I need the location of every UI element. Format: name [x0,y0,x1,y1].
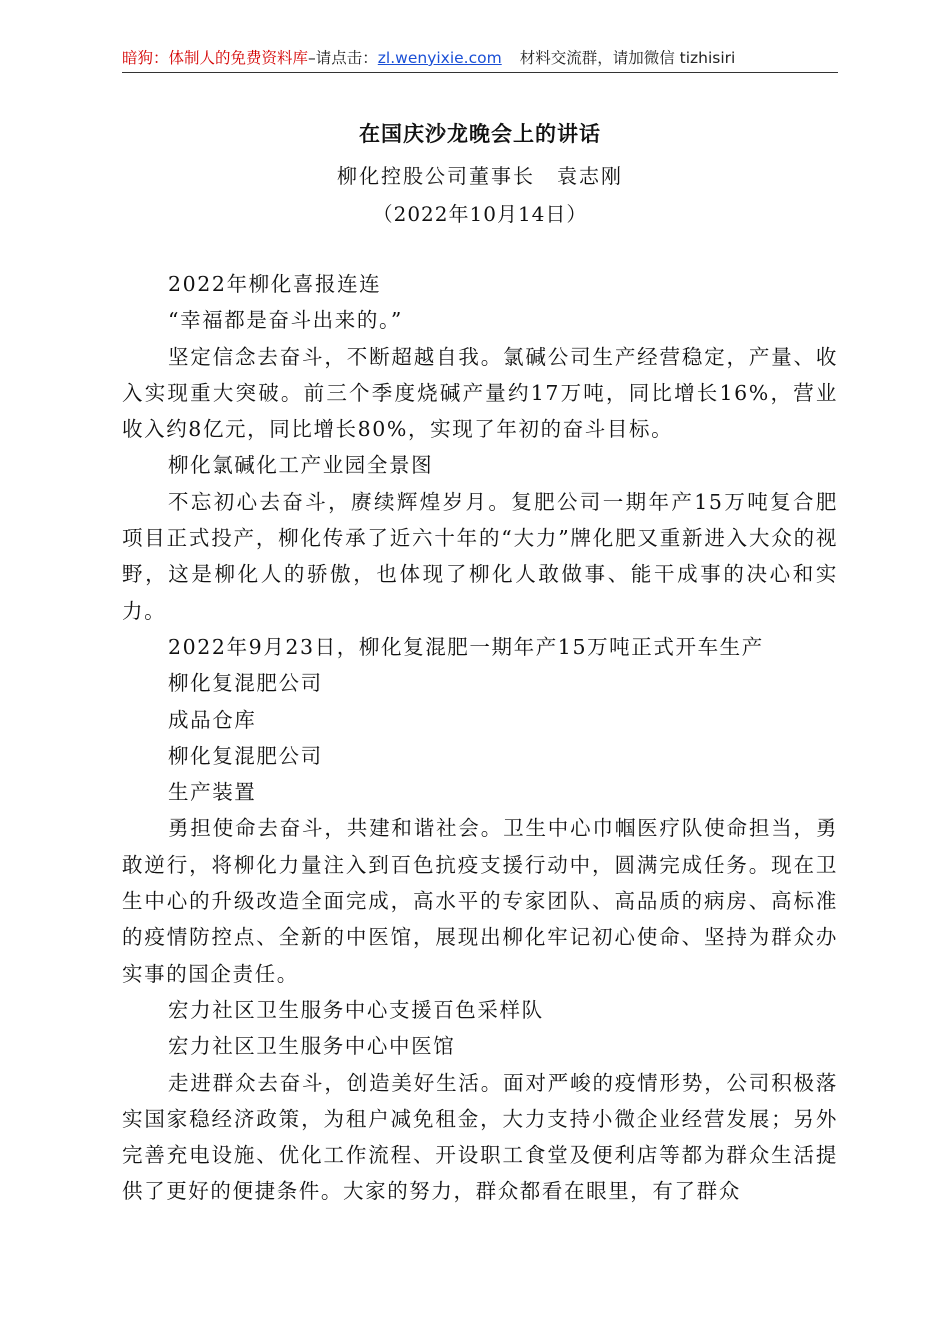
paragraph: 成品仓库 [168,707,257,732]
paragraph: 生产装置 [168,780,257,805]
header-divider [122,72,838,73]
paragraph: 柳化复混肥公司 [168,743,323,768]
paragraph: 不忘初心去奋斗，赓续辉煌岁月。复肥公司一期年产15万吨复合肥项目正式投产，柳化传承了近六十年的“大力”牌化肥又重新进入大众的视野，这是柳化人的骄傲，也体现了柳化人敢做事、能干成事的决心和实力。 [122,489,838,623]
document-title: 在国庆沙龙晚会上的讲话 [359,121,601,146]
header-url-link[interactable]: zl.wenyixie.com [377,49,502,67]
header-contact: 材料交流群，请加微信 tizhisiri [519,49,736,67]
paragraph: 柳化氯碱化工产业园全景图 [168,453,434,478]
paragraph: 2022年9月23日，柳化复混肥一期年产15万吨正式开车生产 [168,634,764,659]
paragraph: 坚定信念去奋斗，不断超越自我。氯碱公司生产经营稳定，产量、收入实现重大突破。前三个季度烧碱产量约17万吨，同比增长16%，营业收入约8亿元，同比增长80%，实现了年初的奋斗目标。 [122,344,838,442]
paragraph: 宏力社区卫生服务中心支援百色采样队 [168,997,544,1022]
paragraph: 柳化复混肥公司 [168,671,323,696]
paragraph: 走进群众去奋斗，创造美好生活。面对严峻的疫情形势，公司积极落实国家稳经济政策，为租户减免租金，大力支持小微企业经营发展；另外完善充电设施、优化工作流程、开设职工食堂及便利店等都为群众生活提供了更好的便捷条件。大家的努力，群众都看在眼里，有了群众 [122,1070,838,1204]
paragraph: 宏力社区卫生服务中心中医馆 [168,1034,456,1059]
header-brand: 暗狗：体制人的免费资料库 [122,49,309,67]
paragraph: 勇担使命去奋斗，共建和谐社会。卫生中心巾帼医疗队使命担当，勇敢逆行，将柳化力量注入到百色抗疫支援行动中，圆满完成任务。现在卫生中心的升级改造全面完成，高水平的专家团队、高品质的病房、高标准的疫情防控点、全新的中医馆，展现出柳化牢记初心使命、坚持为群众办实事的国企责任。 [122,816,838,986]
paragraph: “幸福都是奋斗出来的。” [168,308,403,333]
document-author: 柳化控股公司董事长 袁志刚 [337,164,623,188]
paragraph: 2022年柳化喜报连连 [168,272,382,296]
header-banner [122,46,838,70]
header-prompt: –请点击： [308,49,378,67]
document-body [122,266,838,1210]
document-date: （2022年10月14日） [372,202,588,226]
